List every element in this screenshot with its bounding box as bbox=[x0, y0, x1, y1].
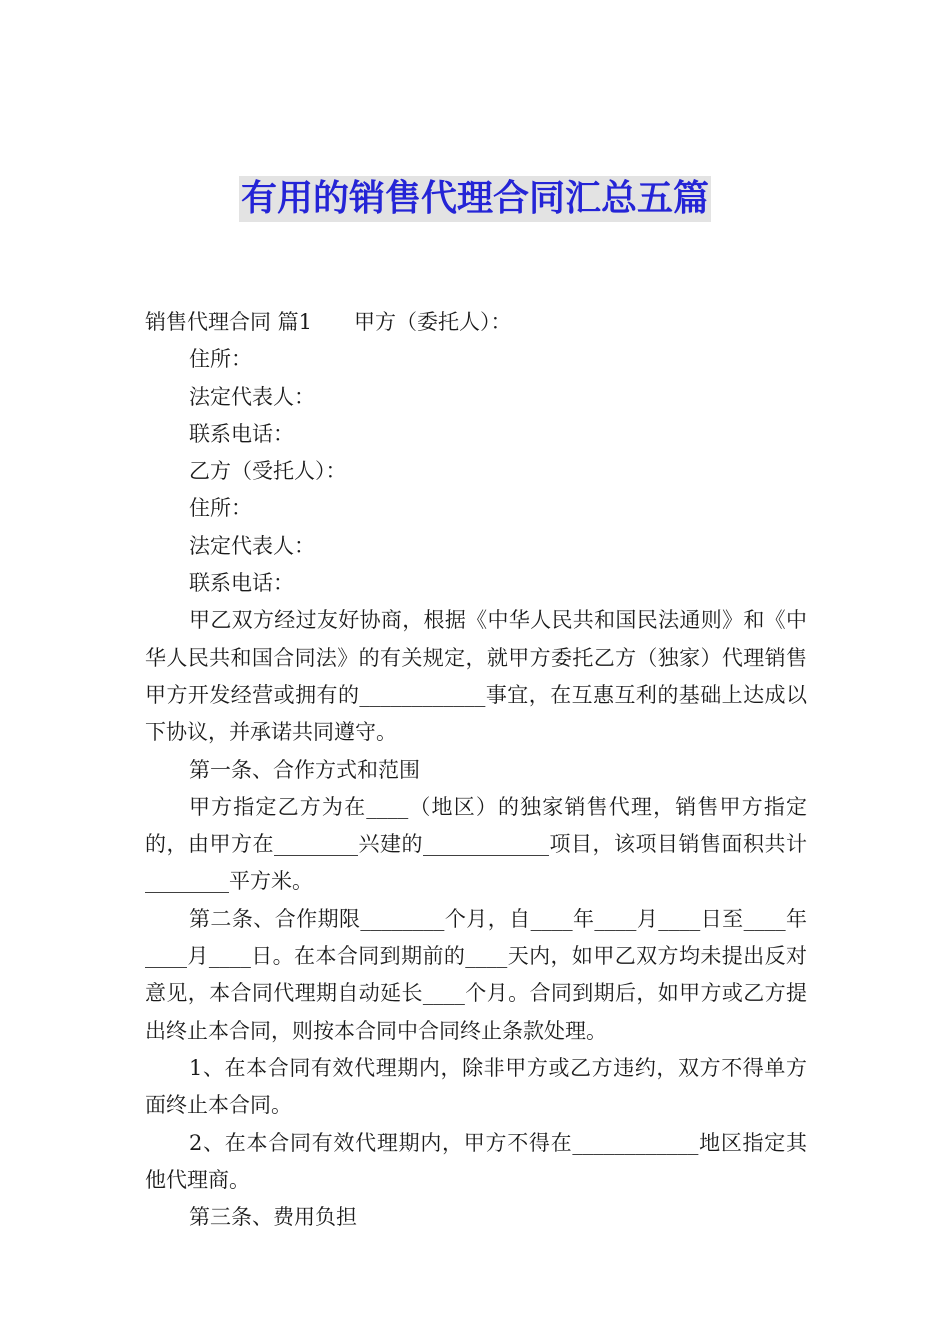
contract-section-label: 销售代理合同 篇1 bbox=[145, 310, 313, 334]
contract-heading-line bbox=[145, 304, 807, 341]
party-a-phone: 联系电话： bbox=[189, 421, 294, 446]
party-b-phone: 联系电话： bbox=[189, 571, 294, 596]
preamble-paragraph: 甲乙双方经过友好协商，根据《中华人民共和国民法通则》和《中华人民共和国合同法》的有关规定，就甲方委托乙方（独家）代理销售甲方开发经营或拥有的____________事宜，在互惠互利的基础上达成以下协议，并承诺共同遵守。 bbox=[145, 608, 807, 745]
party-a-address: 住所： bbox=[189, 347, 252, 372]
clause-2: 2、在本合同有效代理期内，甲方不得在____________地区指定其他代理商。 bbox=[145, 1130, 807, 1192]
document-title bbox=[0, 176, 950, 222]
clause-1: 1、在本合同有效代理期内，除非甲方或乙方违约，双方不得单方面终止本合同。 bbox=[145, 1055, 807, 1118]
document-title-text: 有用的销售代理合同汇总五篇 bbox=[239, 176, 711, 222]
party-a-representative: 法定代表人： bbox=[189, 384, 315, 409]
party-b-address: 住所： bbox=[189, 496, 252, 521]
document-body bbox=[145, 304, 807, 1236]
article-3-heading: 第三条、费用负担 bbox=[189, 1205, 357, 1230]
article-1-heading: 第一条、合作方式和范围 bbox=[189, 757, 420, 782]
article-1-body: 甲方指定乙方为在____（地区）的独家销售代理，销售甲方指定的，由甲方在________兴建的____________项目，该项目销售面积共计________平方米。 bbox=[145, 794, 807, 894]
party-a-label: 甲方（委托人）： bbox=[354, 310, 512, 334]
article-2-paragraph: 第二条、合作期限________个月，自____年____月____日至____年____月____日。在本合同到期前的____天内，如甲乙双方均未提出反对意见，本合同代理期自动延长____个月。合同到期后，如甲方或乙方提出终止本合同，则按本合同中合同终止条款处理。 bbox=[145, 906, 807, 1043]
party-b-representative: 法定代表人： bbox=[189, 533, 315, 558]
party-b-label: 乙方（受托人）： bbox=[189, 459, 347, 484]
